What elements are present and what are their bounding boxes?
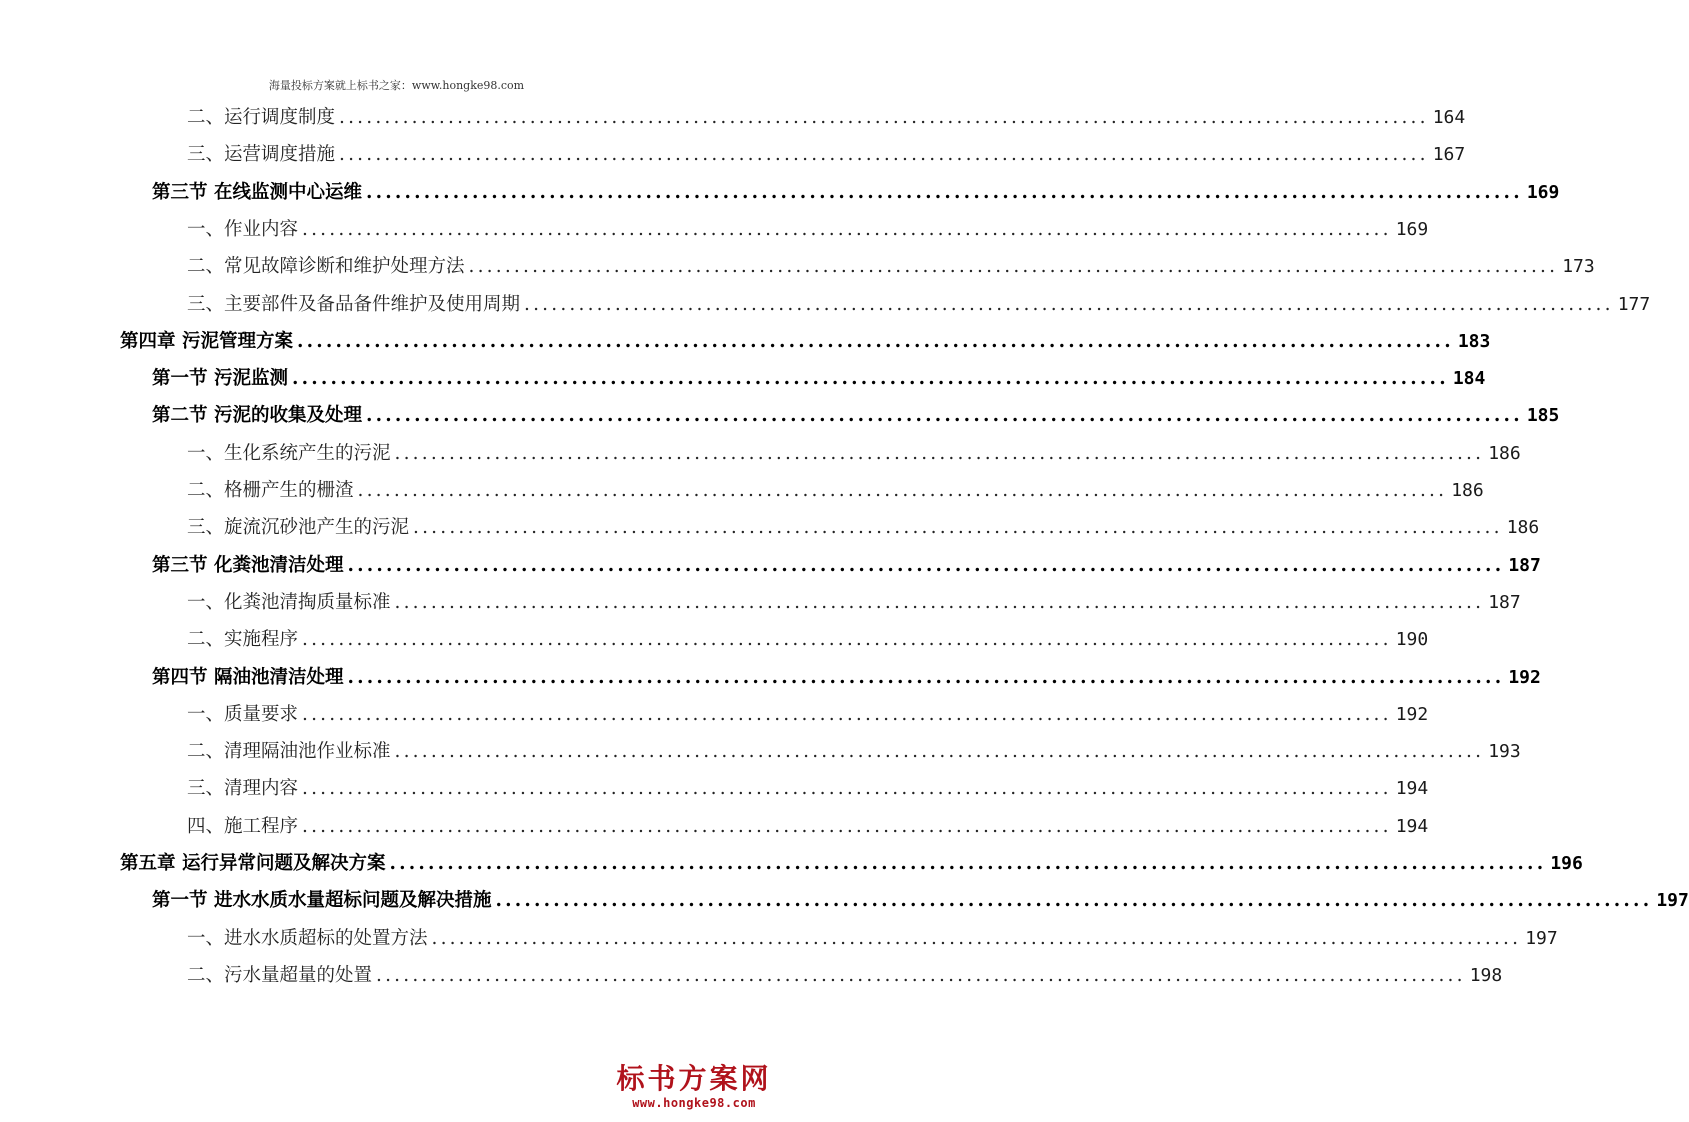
toc-entry[interactable]: [187, 103, 1466, 133]
toc-entry[interactable]: [187, 588, 1521, 618]
toc-entry-title: 二、污水量超量的处置: [187, 964, 373, 986]
toc-page-number: 167: [1432, 144, 1466, 166]
page-header: 海量投标方案就上标书之家：www.hongke98.com: [268, 79, 525, 92]
toc-dot-leader: ........................................................................................................................: [394, 442, 1485, 464]
toc-entry-title: 第二节 污泥的收集及处理: [152, 405, 362, 427]
toc-dot-leader: ........................................................................................................................: [365, 405, 1523, 427]
toc-page-number: 169: [1526, 181, 1560, 203]
toc-dot-leader: ........................................................................................................................: [394, 591, 1485, 613]
toc-page-number: 185: [1526, 405, 1560, 427]
toc-page-number: 187: [1508, 554, 1541, 576]
toc-entry[interactable]: [187, 476, 1484, 506]
toc-page-number: 164: [1432, 107, 1466, 128]
toc-dot-leader: ........................................................................................................................: [302, 629, 1392, 651]
toc-entry-title: 一、生化系统产生的污泥: [187, 442, 391, 464]
toc-entry[interactable]: [187, 924, 1558, 954]
toc-entry-title: 二、实施程序: [187, 629, 299, 651]
toc-dot-leader: ........................................................................................................................: [302, 218, 1392, 240]
toc-dot-leader: ........................................................................................................................: [347, 666, 1505, 688]
toc-entry-title: 三、清理内容: [187, 778, 299, 800]
toc-entry[interactable]: [187, 290, 1651, 320]
toc-page-number: 197: [1525, 927, 1558, 949]
toc-dot-leader: ........................................................................................................................: [376, 964, 1466, 986]
toc-entry-title: 三、运营调度措施: [187, 144, 336, 166]
toc-dot-leader: ........................................................................................................................: [339, 107, 1429, 128]
toc-entry-title: 二、运行调度制度: [187, 107, 336, 128]
toc-entry-title: 三、旋流沉砂池产生的污泥: [187, 517, 410, 539]
watermark-url: www.hongke98.com: [632, 1096, 756, 1110]
toc-dot-leader: ........................................................................................................................: [339, 144, 1429, 166]
toc-entry[interactable]: [187, 439, 1521, 469]
toc-entry[interactable]: [187, 737, 1521, 767]
toc-dot-leader: ........................................................................................................................: [495, 890, 1653, 912]
toc-entry[interactable]: [187, 625, 1429, 655]
toc-dot-leader: ........................................................................................................................: [296, 330, 1454, 352]
watermark-logo: [609, 1062, 779, 1110]
toc-entry[interactable]: [187, 215, 1429, 245]
toc-page-number: 186: [1506, 517, 1540, 539]
toc-page-number: 193: [1488, 741, 1521, 763]
toc-dot-leader: ........................................................................................................................: [524, 293, 1614, 315]
toc-page-number: 183: [1457, 330, 1491, 352]
toc-dot-leader: ........................................................................................................................: [347, 554, 1505, 576]
toc-dot-leader: ........................................................................................................................: [413, 517, 1503, 539]
toc-dot-leader: ........................................................................................................................: [357, 480, 1448, 501]
toc-dot-leader: ........................................................................................................................: [291, 368, 1449, 390]
toc-dot-leader: ........................................................................................................................: [389, 853, 1547, 874]
toc-entry-title: 二、格栅产生的栅渣: [187, 480, 354, 501]
toc-entry[interactable]: [187, 140, 1466, 170]
toc-page-number: 197: [1656, 890, 1689, 912]
toc-entry[interactable]: [120, 849, 1583, 879]
toc-page-number: 192: [1508, 666, 1541, 688]
toc-dot-leader: ........................................................................................................................: [431, 927, 1522, 949]
toc-entry[interactable]: [152, 401, 1560, 431]
toc-entry[interactable]: [187, 812, 1429, 842]
toc-entry[interactable]: [152, 364, 1486, 394]
toc-dot-leader: ........................................................................................................................: [302, 778, 1392, 800]
toc-page-number: 187: [1488, 591, 1521, 613]
toc-entry-title: 第一节 污泥监测: [152, 368, 288, 390]
toc-page-number: 190: [1395, 629, 1429, 651]
toc-dot-leader: ........................................................................................................................: [468, 256, 1559, 278]
toc-entry-title: 二、清理隔油池作业标准: [187, 741, 391, 763]
toc-entry-title: 第三节 化粪池清洁处理: [152, 554, 344, 576]
toc-entry-title: 一、化粪池清掏质量标准: [187, 591, 391, 613]
toc-page-number: 173: [1562, 256, 1595, 278]
toc-entry-title: 四、施工程序: [187, 815, 299, 837]
toc-entry-title: 一、作业内容: [187, 218, 299, 240]
toc-entry-title: 第三节 在线监测中心运维: [152, 181, 362, 203]
toc-page-number: 194: [1395, 778, 1429, 800]
toc-entry-title: 第一节 进水水质水量超标问题及解决措施: [152, 890, 492, 912]
toc-page-number: 186: [1488, 442, 1521, 464]
toc-entry[interactable]: [120, 327, 1491, 357]
toc-entry-title: 一、质量要求: [187, 703, 299, 725]
toc-page-number: 186: [1451, 480, 1484, 501]
toc-entry-title: 第五章 运行异常问题及解决方案: [120, 853, 386, 874]
toc-entry[interactable]: [152, 551, 1541, 581]
toc-dot-leader: ........................................................................................................................: [394, 741, 1485, 763]
toc-page-number: 196: [1550, 853, 1583, 874]
toc-entry[interactable]: [152, 663, 1541, 693]
toc-entry-title: 二、常见故障诊断和维护处理方法: [187, 256, 465, 278]
toc-page-number: 198: [1469, 964, 1503, 986]
toc-page-number: 169: [1395, 218, 1429, 240]
toc-page-number: 177: [1617, 293, 1651, 315]
toc-page-number: 184: [1452, 368, 1486, 390]
toc-entry[interactable]: [152, 178, 1560, 208]
toc-entry[interactable]: [187, 700, 1429, 730]
toc-entry-title: 三、主要部件及备品备件维护及使用周期: [187, 293, 521, 315]
toc-dot-leader: ........................................................................................................................: [302, 815, 1392, 837]
toc-entry[interactable]: [152, 886, 1689, 916]
toc-entry-title: 一、进水水质超标的处置方法: [187, 927, 428, 949]
toc-page-number: 194: [1395, 815, 1429, 837]
toc-entry[interactable]: [187, 252, 1595, 282]
toc-entry-title: 第四节 隔油池清洁处理: [152, 666, 344, 688]
toc-entry[interactable]: [187, 774, 1429, 804]
toc-entry[interactable]: [187, 513, 1540, 543]
watermark-text: 标书方案网: [616, 1062, 772, 1095]
toc-page-number: 192: [1395, 703, 1429, 725]
toc-dot-leader: ........................................................................................................................: [302, 703, 1392, 725]
toc-dot-leader: ........................................................................................................................: [365, 181, 1523, 203]
toc-entry-title: 第四章 污泥管理方案: [120, 330, 293, 352]
toc-entry[interactable]: [187, 961, 1503, 991]
